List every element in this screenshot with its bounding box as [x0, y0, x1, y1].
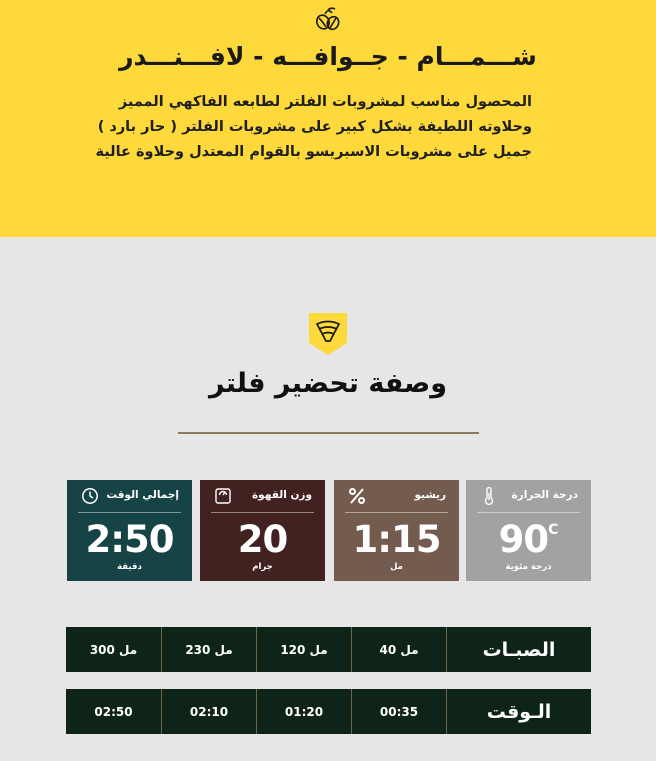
card-unit: درجة مئوية — [505, 562, 552, 572]
pour-cell: 230 مل — [161, 627, 256, 672]
card-label: وزن القهوة — [251, 489, 312, 501]
card-unit: دقيقة — [117, 562, 142, 572]
pours-row — [66, 627, 591, 672]
card-header — [334, 480, 459, 511]
percent-icon — [348, 487, 366, 505]
time-cell: 01:20 — [256, 689, 351, 734]
pour-cell: 40 مل — [351, 627, 446, 672]
time-cell: 02:10 — [161, 689, 256, 734]
times-row — [66, 689, 591, 734]
filter-cone-icon — [309, 313, 347, 355]
card-label: إجمالي الوقت — [106, 489, 179, 501]
time-cell: 00:35 — [351, 689, 446, 734]
card-label: درجة الحرارة — [511, 489, 578, 501]
card-divider — [211, 512, 314, 513]
card-value: 2:50 — [85, 518, 174, 561]
coffee-beans-icon — [313, 6, 343, 34]
card-divider — [78, 512, 181, 513]
coffee-weight-card — [200, 480, 325, 581]
pour-cell: 120 مل — [256, 627, 351, 672]
clock-icon — [81, 487, 99, 505]
pours-label: الصبـات — [446, 627, 591, 672]
card-divider — [345, 512, 448, 513]
temperature-card — [466, 480, 591, 581]
time-cell: 02:50 — [94, 704, 133, 719]
card-value: $90^C$ — [498, 518, 559, 561]
scale-icon — [214, 487, 232, 505]
card-value: 20 — [237, 518, 288, 561]
card-header — [67, 480, 192, 511]
card-header — [466, 480, 591, 511]
product-description — [95, 90, 532, 165]
card-value: 1:15 — [352, 518, 441, 561]
total-time-card — [67, 480, 192, 581]
pour-cell: 300 مل — [89, 642, 138, 657]
description-line: وحلاوته اللطيفة بشكل كبير على مشروبات الفلتر ( حار بارد ) — [97, 119, 532, 135]
flavor-notes: شـــمـــام - جــوافـــه - لافـــنـــدر — [119, 42, 537, 71]
card-unit: جرام — [252, 562, 273, 572]
card-label: ريشيو — [414, 489, 446, 501]
recipe-title: وصفة تحضير فلتر — [208, 368, 448, 399]
description-line: المحصول مناسب لمشروبات الفلتر لطابعه الفاكهي المميز — [118, 94, 532, 110]
card-header — [200, 480, 325, 511]
ratio-card — [334, 480, 459, 581]
description-line: جميل على مشروبات الاسبريسو بالقوام المعتدل وحلاوة عالية — [95, 144, 532, 160]
thermometer-icon — [480, 487, 498, 505]
times-label: الـوقت — [446, 689, 591, 734]
divider — [178, 432, 479, 434]
header-banner — [0, 0, 656, 237]
card-unit: مل — [390, 562, 403, 572]
card-divider — [477, 512, 580, 513]
